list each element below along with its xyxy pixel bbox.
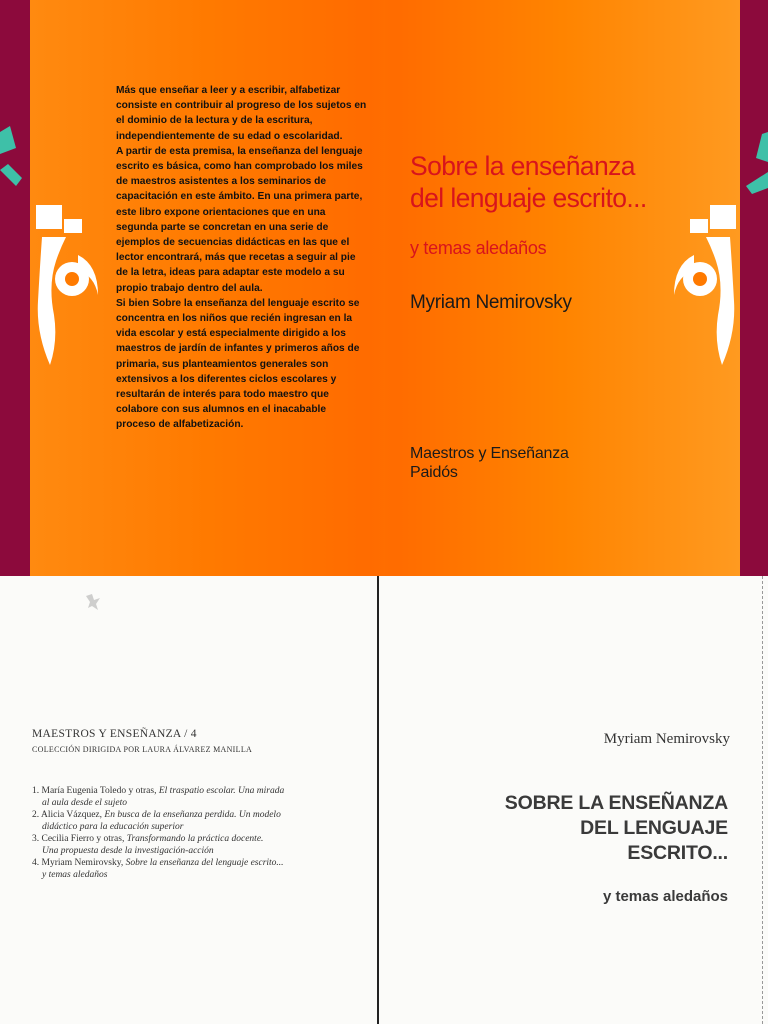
book-number: 4. <box>32 858 40 868</box>
page-edge <box>762 576 764 1024</box>
cover-series-name: Maestros y Enseñanza <box>410 445 569 462</box>
book-author: Alicia Vázquez, <box>40 810 105 820</box>
title-line: ESCRITO... <box>627 842 728 864</box>
ink-mark-icon <box>84 592 102 612</box>
cover-author: Myriam Nemirovsky <box>410 292 572 313</box>
back-cover-blurb <box>116 83 368 433</box>
list-item <box>32 786 362 809</box>
title-line: SOBRE LA ENSEÑANZA <box>504 792 728 814</box>
title-page-author: Myriam Nemirovsky <box>603 731 730 747</box>
title-page-title <box>398 791 728 866</box>
book-number: 1. <box>32 786 40 796</box>
book-title-continued: Una propuesta desde la investigación-acción <box>42 845 214 856</box>
page-gutter <box>377 576 379 1024</box>
list-item <box>32 834 362 857</box>
book-number: 2. <box>32 810 40 820</box>
cover-title <box>410 150 740 214</box>
cover-publisher: Paidós <box>410 464 458 481</box>
book-title: El traspatio escolar. Una mirada <box>158 786 285 796</box>
cover-spine <box>372 0 396 576</box>
blurb-paragraph: Si bien Sobre la enseñanza del lenguaje escrito se concentra en los niños que recién ingresan en la vida escolar y está especialmente dirigido a los maestros de jardín de infantes y primeros años de primaria, sus planteamientos generales son extensivos a los diferentes ciclos escolares y resultarán de interés para todo maestro que colabore con sus alumnos en el inacabable proceso de alfabetización. <box>116 297 360 431</box>
blurb-paragraph: A partir de esta premisa, la enseñanza del lenguaje escrito es básica, como han comprobado los miles de maestros asistentes a los seminarios de capacitación en este ámbito. En una primera parte, este libro expone orientaciones que en una segunda parte se concretan en una serie de ejemplos de secuencias didácticas en las que el lector encontrará, más que recetas a seguir al pie de la letra, ideas para adaptar este modelo a su propio trabajo dentro del aula. <box>116 145 363 294</box>
book-author: Myriam Nemirovsky, <box>41 858 126 868</box>
book-title: Transformando la práctica docente. <box>126 834 264 844</box>
book-author: María Eugenia Toledo y otras, <box>41 786 159 796</box>
series-book-list <box>32 786 362 882</box>
list-item <box>32 858 362 881</box>
book-title-continued: y temas aledaños <box>42 869 108 880</box>
teal-ornament-left-icon <box>0 120 34 200</box>
book-title-continued: didáctico para la educación superior <box>42 821 184 832</box>
book-title: En busca de la enseñanza perdida. Un modelo <box>104 810 281 820</box>
title-line: DEL LENGUAJE <box>580 817 728 839</box>
series-heading: MAESTROS Y ENSEÑANZA / 4 <box>32 728 197 740</box>
publisher-logo-left-icon <box>34 205 104 370</box>
list-item <box>32 810 362 833</box>
series-director: COLECCIÓN DIRIGIDA POR LAURA ÁLVAREZ MANILLA <box>32 745 253 754</box>
book-title: Sobre la enseñanza del lenguaje escrito... <box>125 858 284 868</box>
book-number: 3. <box>32 834 40 844</box>
book-author: Cecilia Fierro y otras, <box>41 834 127 844</box>
cover-title-line: Sobre la enseñanza <box>410 151 635 181</box>
blurb-paragraph: Más que enseñar a leer y a escribir, alfabetizar consiste en contribuir al progreso de los sujetos en el dominio de la lectura y de la escritura, independientemente de su edad o escolaridad. <box>116 85 367 142</box>
teal-ornament-right-icon <box>740 128 768 208</box>
cover-series <box>410 444 569 482</box>
publisher-logo-right-icon <box>668 205 738 370</box>
cover-title-line: del lenguaje escrito... <box>410 183 647 213</box>
cover-subtitle: y temas aledaños <box>410 238 547 258</box>
book-title-continued: al aula desde el sujeto <box>42 797 127 808</box>
title-page-subtitle: y temas aledaños <box>602 888 728 905</box>
